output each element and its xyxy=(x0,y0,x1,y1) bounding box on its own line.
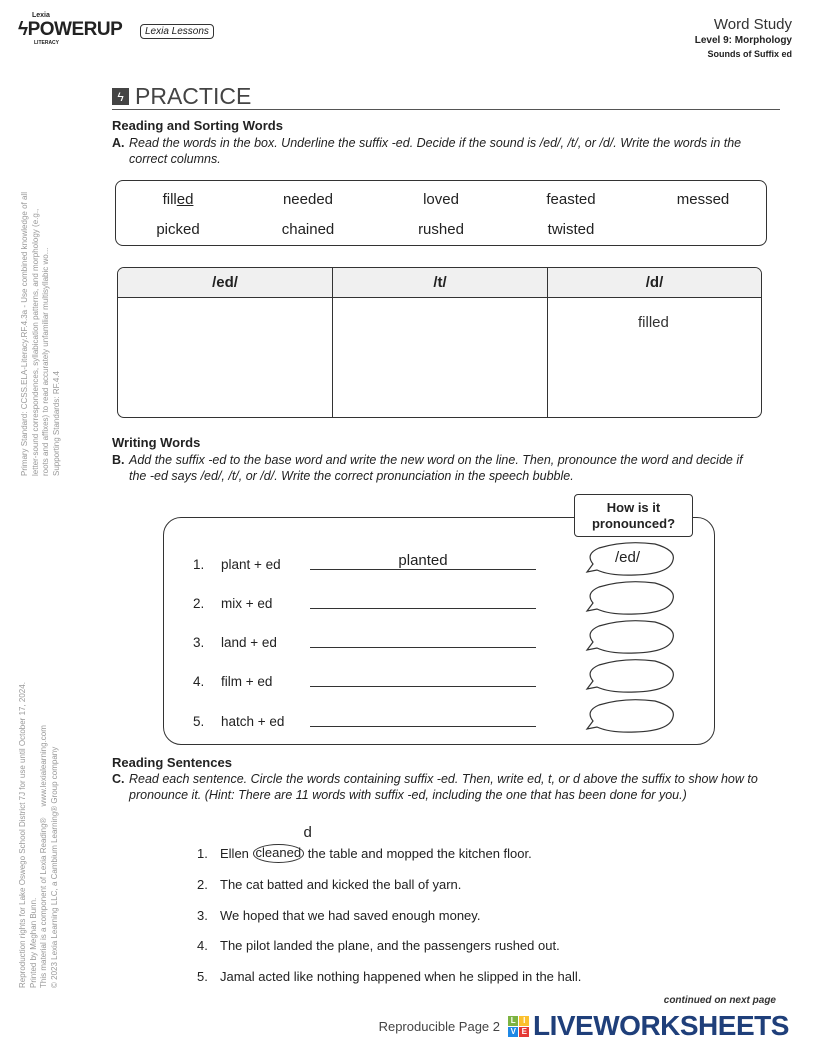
column-t-input[interactable] xyxy=(332,298,547,417)
instructions-text: Read the words in the box. Underline the suffix -ed. Decide if the sound is /ed/, /t/, or /d/. Write the words in the correct columns. xyxy=(129,136,742,166)
answer-filled: filled xyxy=(638,314,669,331)
rights-line: Printed by Meghan Bunn. xyxy=(28,897,38,988)
word[interactable]: chained xyxy=(281,221,335,238)
column-header-ed: /ed/ xyxy=(118,268,332,298)
sentence-text: Ellen xyxy=(220,846,253,861)
sentence-text: the table and mopped the kitchen floor. xyxy=(304,846,532,861)
answer-line[interactable] xyxy=(310,591,536,609)
liveworksheets-icon xyxy=(508,1016,529,1037)
row-number: 5. xyxy=(193,714,205,729)
bolt-icon: ϟ xyxy=(112,88,129,105)
writing-row xyxy=(193,669,536,689)
practice-heading xyxy=(112,84,780,110)
answer-line[interactable] xyxy=(310,669,536,687)
standards-line: Primary Standard: CCSS.ELA-Literacy.RF.4.3a - Use combined knowledge of all xyxy=(20,192,29,476)
rights-text xyxy=(18,682,60,988)
rights-line: Reproduction rights for Lake Oswego School District 7J for use until October 17, 2024. xyxy=(18,682,27,988)
word[interactable]: needed xyxy=(282,191,334,208)
writing-row xyxy=(193,591,536,611)
icon-letter: V xyxy=(508,1027,518,1037)
sentence-number: 4. xyxy=(197,938,208,953)
word[interactable]: loved xyxy=(423,191,459,208)
letter-a: A. xyxy=(112,136,125,150)
speech-bubble[interactable] xyxy=(585,618,677,661)
logo-text: POWERUP xyxy=(27,19,123,40)
speech-bubble[interactable] xyxy=(585,657,677,700)
logo-powerup: ϟPOWERUP xyxy=(18,19,123,40)
word[interactable]: rushed xyxy=(418,221,464,238)
section-b-instructions xyxy=(112,452,752,484)
base-word: land + ed xyxy=(221,635,277,650)
section-a-instructions xyxy=(112,135,772,167)
instructions-text: Read each sentence. Circle the words containing suffix -ed. Then, write ed, t, or d above the suffix to show how to pronounce it. (Hint: There are 11 words with suffix -ed, including the one that has been done for you.) xyxy=(129,772,758,802)
speech-bubble[interactable] xyxy=(585,540,677,583)
word-box xyxy=(115,180,767,246)
bubble-answer: /ed/ xyxy=(615,549,641,566)
speech-bubble[interactable] xyxy=(585,697,677,740)
base-word: plant + ed xyxy=(221,557,281,572)
sentence-number: 3. xyxy=(197,908,208,923)
icon-letter: L xyxy=(508,1016,518,1026)
speech-bubble[interactable] xyxy=(585,579,677,622)
sentence xyxy=(197,824,532,861)
base-word: hatch + ed xyxy=(221,714,285,729)
subject: Word Study xyxy=(713,16,792,33)
rights-line: This material is a component of Lexia Reading® www.lexialearning.com xyxy=(39,725,48,988)
writing-row xyxy=(193,552,536,572)
word-filled[interactable]: filled xyxy=(162,191,194,208)
rights-line: © 2023 Lexia Learning LLC, a Cambium Learning® Group company xyxy=(49,746,59,988)
continued-note: continued on next page xyxy=(663,995,776,1006)
speech-bubble-icon xyxy=(585,657,677,695)
sentence-number: 2. xyxy=(197,877,208,892)
column-header-d: /d/ xyxy=(547,268,761,298)
level: Level 9: Morphology xyxy=(694,35,792,46)
writing-row xyxy=(193,630,536,650)
sentence-text[interactable]: The cat batted and kicked the ball of yarn. xyxy=(220,877,462,892)
row-number: 4. xyxy=(193,674,205,689)
answer-line[interactable] xyxy=(310,630,536,648)
section-c-instructions xyxy=(112,771,762,803)
pronounced-header: How is it pronounced? xyxy=(574,494,693,537)
sorting-table xyxy=(117,267,762,418)
writing-row xyxy=(193,709,536,729)
standards-text xyxy=(20,192,62,476)
section-a-title: Reading and Sorting Words xyxy=(112,118,283,133)
answer-line[interactable] xyxy=(310,709,536,727)
logo-lexia: Lexia xyxy=(32,12,50,19)
sentence-text[interactable]: The pilot landed the plane, and the passengers rushed out. xyxy=(220,938,560,953)
practice-title: PRACTICE xyxy=(135,83,252,109)
column-d-input[interactable] xyxy=(547,298,761,417)
circled-word[interactable] xyxy=(253,824,312,863)
letter-c: C. xyxy=(112,772,125,786)
icon-letter: E xyxy=(519,1027,529,1037)
instructions-text: Add the suffix -ed to the base word and write the new word on the line. Then, pronounce the word and decide if the -ed says /ed/, /t/, or /d/. Write the correct pronunciation in the speech bubble. xyxy=(129,453,743,483)
header-info xyxy=(695,16,792,59)
word[interactable]: picked xyxy=(156,221,200,238)
sentence xyxy=(197,969,581,984)
row-number: 2. xyxy=(193,596,205,611)
row-number: 1. xyxy=(193,557,205,572)
column-ed-input[interactable] xyxy=(118,298,332,417)
sentence xyxy=(197,908,480,923)
liveworksheets-watermark xyxy=(508,1010,789,1042)
answer-line[interactable]: planted xyxy=(310,552,536,570)
word[interactable]: feasted xyxy=(546,191,596,208)
standards-line: letter-sound correspondences, syllabication patterns, and morphology (e.g., xyxy=(30,208,40,476)
letter-b: B. xyxy=(112,453,125,467)
sentence-text[interactable]: Jamal acted like nothing happened when he slipped in the hall. xyxy=(220,969,582,984)
sentence xyxy=(197,938,560,953)
pronunciation-mark: d xyxy=(303,824,312,841)
column-header-t: /t/ xyxy=(332,268,547,298)
speech-bubble-icon xyxy=(585,697,677,735)
icon-letter: I xyxy=(519,1016,529,1026)
base-word: film + ed xyxy=(221,674,273,689)
section-b-title: Writing Words xyxy=(112,435,201,450)
sentence-number: 1. xyxy=(197,846,208,861)
speech-bubble-icon xyxy=(585,618,677,656)
speech-bubble-icon xyxy=(585,579,677,617)
circled-word-text: cleaned xyxy=(255,845,302,860)
base-word: mix + ed xyxy=(221,596,273,611)
page-number: Reproducible Page 2 xyxy=(378,1019,500,1034)
sentence-text[interactable]: We hoped that we had saved enough money. xyxy=(220,908,481,923)
row-number: 3. xyxy=(193,635,205,650)
lexia-lessons-badge: Lexia Lessons xyxy=(140,24,214,39)
sentence xyxy=(197,877,461,892)
section-c-title: Reading Sentences xyxy=(112,755,232,770)
standards-line: Supporting Standards: RF.4.4 xyxy=(51,371,61,476)
sentence-number: 5. xyxy=(197,969,208,984)
word[interactable]: messed xyxy=(676,191,730,208)
logo-literacy: LITERACY xyxy=(34,40,59,46)
word[interactable]: twisted xyxy=(547,221,595,238)
powerup-logo xyxy=(18,12,128,48)
standards-line: roots and affixes) to read accurately unfamiliar multisyllabic wo... xyxy=(41,247,50,476)
watermark-text: LIVEWORKSHEETS xyxy=(533,1010,789,1041)
topic: Sounds of Suffix ed xyxy=(707,49,792,59)
